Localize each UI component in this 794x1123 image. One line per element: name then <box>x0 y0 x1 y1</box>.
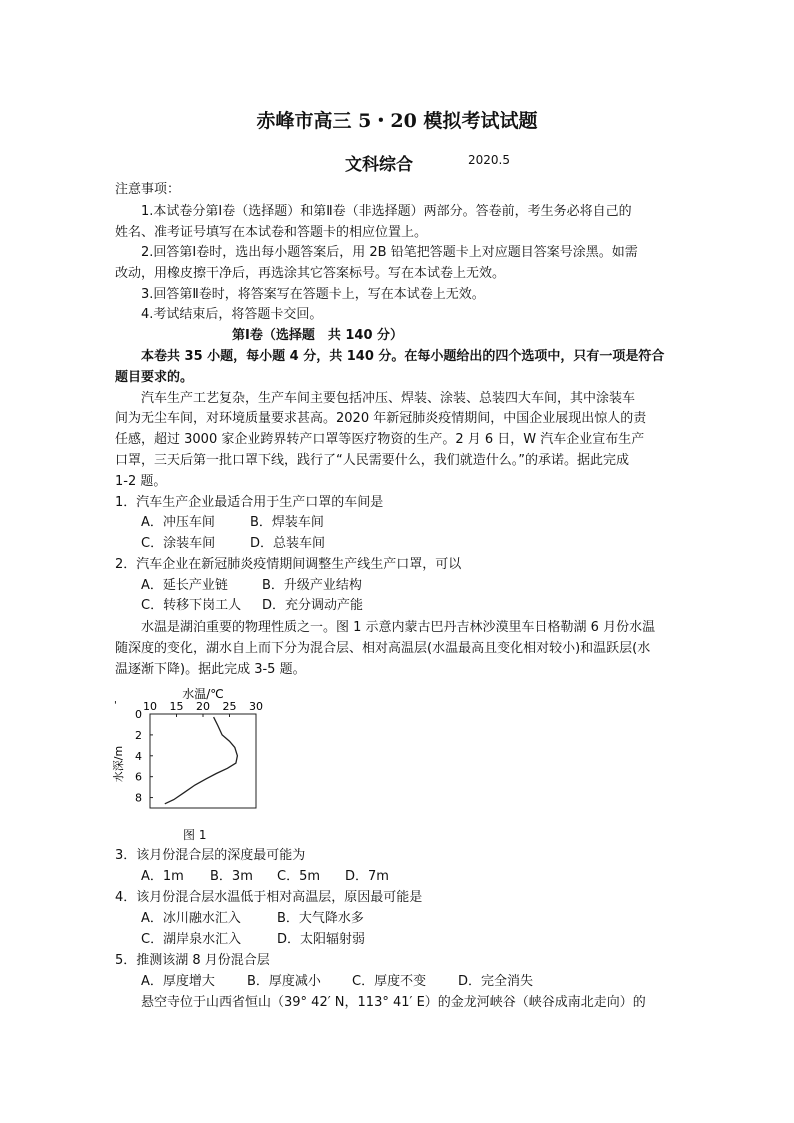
question-option: D．太阳辐射弱 <box>277 932 366 947</box>
passage-line: 口罩，三天后第一批口罩下线，践行了“人民需要什么，我们就造什么。”的承诺。据此完成 <box>115 453 629 468</box>
exam-title: 赤峰市高三 5・20 模拟考试试题 <box>256 110 538 132</box>
passage-line: 间为无尘车间，对环境质量要求甚高。2020 年新冠肺炎疫情期间，中国企业展现出惊人的责 <box>115 411 647 426</box>
exam-date: 2020.5 <box>468 153 510 167</box>
exam-subject: 文科综合 <box>345 155 413 175</box>
question-stem: 5．推测该湖 8 月份混合层 <box>115 953 270 968</box>
question-option: D．总装车间 <box>250 536 326 551</box>
y-axis-label: 水深/m <box>112 745 125 783</box>
question-option: C．湖岸泉水汇入 <box>141 932 242 947</box>
notice-line: 4.考试结束后，将答题卡交回。 <box>141 307 323 322</box>
corner-mark: ' <box>114 700 117 711</box>
question-option: A．厚度增大 <box>141 974 215 989</box>
y-tick-label: 8 <box>135 791 142 805</box>
question-option: C．厚度不变 <box>352 974 427 989</box>
y-tick-label: 0 <box>135 708 142 721</box>
question-option: D．完全消失 <box>458 974 534 989</box>
passage-line: 任感，超过 3000 家企业跨界转产口罩等医疗物资的生产。2 月 6 日，W 汽车企业宣布生产 <box>115 432 645 447</box>
passage-line: 水温是湖泊重要的物理性质之一。图 1 示意内蒙古巴丹吉林沙漠里车日格勒湖 6 月份水温 <box>141 620 656 635</box>
question-stem: 3．该月份混合层的深度最可能为 <box>115 848 306 863</box>
passage-line: 随深度的变化，湖水自上而下分为混合层、相对高温层(水温最高且变化相对较小)和温跃层(水 <box>115 641 651 656</box>
question-stem: 4．该月份混合层水温低于相对高温层，原因最可能是 <box>115 890 423 905</box>
notice-line: 姓名、准考证号填写在本试卷和答题卡的相应位置上。 <box>115 225 428 240</box>
notice-line: 2.回答第Ⅰ卷时，选出每小题答案后，用 2B 铅笔把答题卡上对应题目答案号涂黑。如需 <box>141 245 638 260</box>
passage-line: 悬空寺位于山西省恒山（39° 42′ N，113° 41′ E）的金龙河峡谷（峡谷成南北走向）的 <box>141 995 646 1010</box>
question-option: B．大气降水多 <box>277 911 364 926</box>
question-stem: 2．汽车企业在新冠肺炎疫情期间调整生产线生产口罩，可以 <box>115 557 462 572</box>
question-option: C．5m <box>277 869 321 884</box>
x-tick-label: 10 <box>143 700 157 713</box>
figure-caption: 图 1 <box>183 828 207 842</box>
section-heading: 第Ⅰ卷（选择题 共 140 分） <box>232 328 404 343</box>
passage-line: 汽车生产工艺复杂，生产车间主要包括冲压、焊装、涂装、总装四大车间，其中涂装车 <box>141 391 636 406</box>
notice-line: 1.本试卷分第Ⅰ卷（选择题）和第Ⅱ卷（非选择题）两部分。答卷前，考生务必将自己的 <box>141 204 632 219</box>
question-option: B．厚度减小 <box>247 974 321 989</box>
question-option: B．3m <box>210 869 253 884</box>
plot-frame <box>150 714 256 808</box>
question-option: A．冰川融水汇入 <box>141 911 241 926</box>
x-tick-label: 25 <box>222 700 237 713</box>
notice-line: 3.回答第Ⅱ卷时，将答案写在答题卡上，写在本试卷上无效。 <box>141 287 485 302</box>
passage-line: 1-2 题。 <box>115 474 167 489</box>
question-option: D．7m <box>345 869 389 884</box>
notice-line: 改动，用橡皮擦干净后，再选涂其它答案标号。写在本试卷上无效。 <box>115 266 506 281</box>
x-tick-label: 20 <box>196 700 210 713</box>
passage-line: 温逐渐下降)。据此完成 3-5 题。 <box>115 662 306 677</box>
question-option: B．焊装车间 <box>250 515 324 530</box>
x-tick-label: 15 <box>169 700 184 713</box>
y-tick-label: 4 <box>135 749 142 763</box>
question-option: C．涂装车间 <box>141 536 216 551</box>
water-temperature-depth-chart <box>108 686 288 821</box>
notice-heading: 注意事项： <box>115 182 181 197</box>
temperature-profile-line <box>165 717 238 804</box>
section-instructions: 题目要求的。 <box>115 370 194 385</box>
question-option: A．1m <box>141 869 184 884</box>
question-option: B．升级产业结构 <box>262 578 362 593</box>
question-option: A．冲压车间 <box>141 515 215 530</box>
question-option: D．充分调动产能 <box>262 598 364 613</box>
x-axis-label: 水温/℃ <box>182 687 224 701</box>
x-tick-label: 30 <box>249 700 263 713</box>
question-stem: 1．汽车生产企业最适合用于生产口罩的车间是 <box>115 495 384 510</box>
section-instructions: 本卷共 35 小题，每小题 4 分，共 140 分。在每小题给出的四个选项中，只有一项是符合 <box>141 349 665 364</box>
question-option: A．延长产业链 <box>141 578 228 593</box>
y-tick-label: 6 <box>135 770 142 784</box>
question-option: C．转移下岗工人 <box>141 598 242 613</box>
y-tick-label: 2 <box>135 728 142 742</box>
